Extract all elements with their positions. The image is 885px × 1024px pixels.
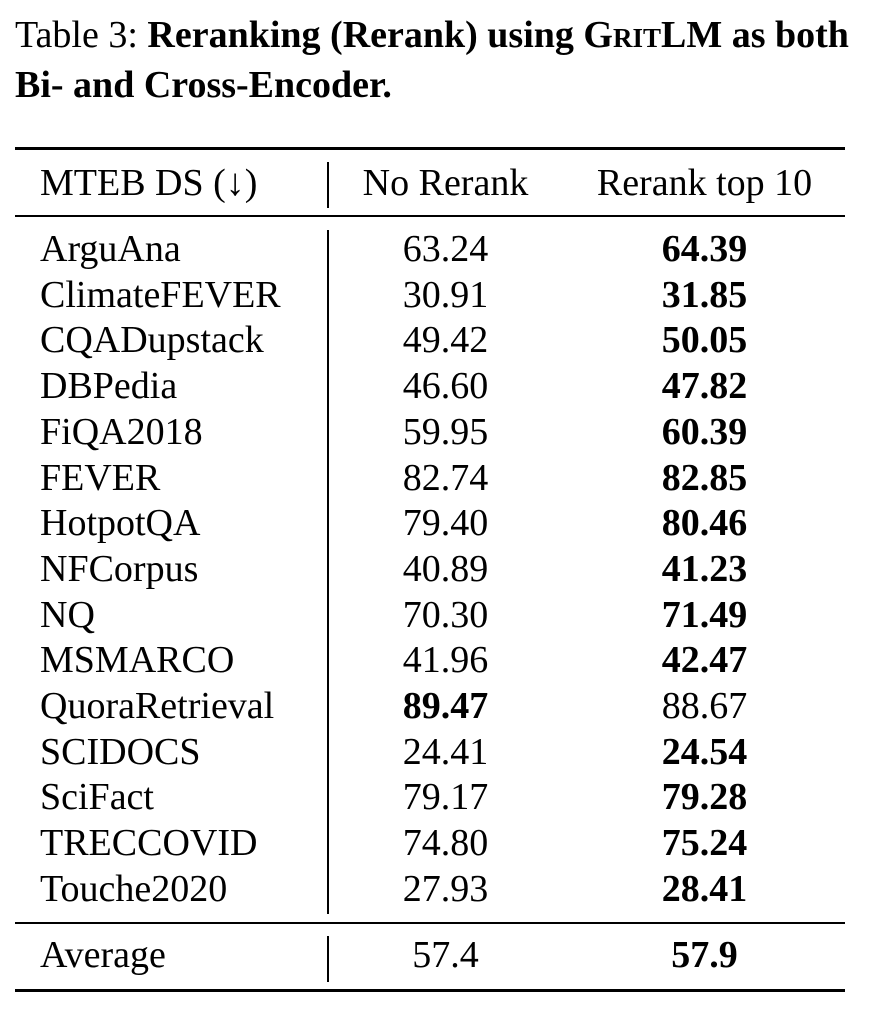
row-no-rerank: 70.30 (402, 594, 489, 636)
row-no-rerank: 74.80 (402, 822, 489, 864)
row-rerank: 79.28 (661, 776, 748, 818)
row-rerank: 24.54 (661, 731, 748, 773)
row-dataset: CQADupstack (40, 319, 264, 361)
row-dataset: NQ (40, 594, 95, 636)
row-no-rerank: 46.60 (402, 365, 489, 407)
row-dataset: TRECCOVID (40, 822, 258, 864)
row-rerank: 82.85 (661, 457, 748, 499)
row-rerank: 50.05 (661, 319, 748, 361)
row-dataset: ClimateFEVER (40, 274, 281, 316)
average-label: Average (40, 934, 166, 976)
row-dataset: QuoraRetrieval (40, 685, 275, 727)
row-no-rerank: 27.93 (402, 868, 489, 910)
header-no-rerank: No Rerank (362, 162, 529, 204)
row-dataset: Touche2020 (40, 868, 228, 910)
table-header-rule (15, 215, 845, 217)
row-no-rerank: 59.95 (402, 411, 489, 453)
row-dataset: MSMARCO (40, 639, 235, 681)
caption-title-part1: Reranking (Rerank) using (147, 14, 574, 56)
row-rerank: 31.85 (661, 274, 748, 316)
row-dataset: HotpotQA (40, 502, 201, 544)
average-rerank: 57.9 (671, 934, 738, 976)
row-dataset: SCIDOCS (40, 731, 201, 773)
row-rerank: 64.39 (661, 228, 748, 270)
row-no-rerank: 40.89 (402, 548, 489, 590)
header-dataset: MTEB DS (↓) (40, 162, 258, 204)
row-rerank: 88.67 (661, 685, 748, 727)
row-dataset: FiQA2018 (40, 411, 203, 453)
row-rerank: 80.46 (661, 502, 748, 544)
row-rerank: 47.82 (661, 365, 748, 407)
row-dataset: FEVER (40, 457, 161, 499)
column-divider-body (327, 230, 329, 914)
caption-model-name: GritLM (583, 14, 723, 56)
caption-title-part2: as both Bi- and Cross-Encoder. (15, 14, 849, 106)
average-no-rerank: 57.4 (412, 934, 479, 976)
row-no-rerank: 49.42 (402, 319, 489, 361)
table-average-rule (15, 922, 845, 924)
column-divider-header (327, 162, 329, 208)
row-dataset: NFCorpus (40, 548, 199, 590)
row-no-rerank: 79.17 (402, 776, 489, 818)
column-divider-average (327, 936, 329, 982)
row-no-rerank: 41.96 (402, 639, 489, 681)
row-no-rerank: 30.91 (402, 274, 489, 316)
caption-label: Table 3: (15, 14, 138, 56)
row-dataset: ArguAna (40, 228, 181, 270)
table-caption (15, 10, 875, 110)
table-bottom-rule (15, 989, 845, 992)
row-no-rerank: 79.40 (402, 502, 489, 544)
table-top-rule (15, 147, 845, 150)
row-rerank: 28.41 (661, 868, 748, 910)
row-no-rerank: 82.74 (402, 457, 489, 499)
row-no-rerank: 24.41 (402, 731, 489, 773)
row-rerank: 41.23 (661, 548, 748, 590)
row-rerank: 71.49 (661, 594, 748, 636)
row-no-rerank: 89.47 (402, 685, 489, 727)
row-dataset: SciFact (40, 776, 154, 818)
row-rerank: 60.39 (661, 411, 748, 453)
header-rerank-top-10: Rerank top 10 (596, 162, 813, 204)
row-no-rerank: 63.24 (402, 228, 489, 270)
row-rerank: 42.47 (661, 639, 748, 681)
row-rerank: 75.24 (661, 822, 748, 864)
row-dataset: DBPedia (40, 365, 178, 407)
